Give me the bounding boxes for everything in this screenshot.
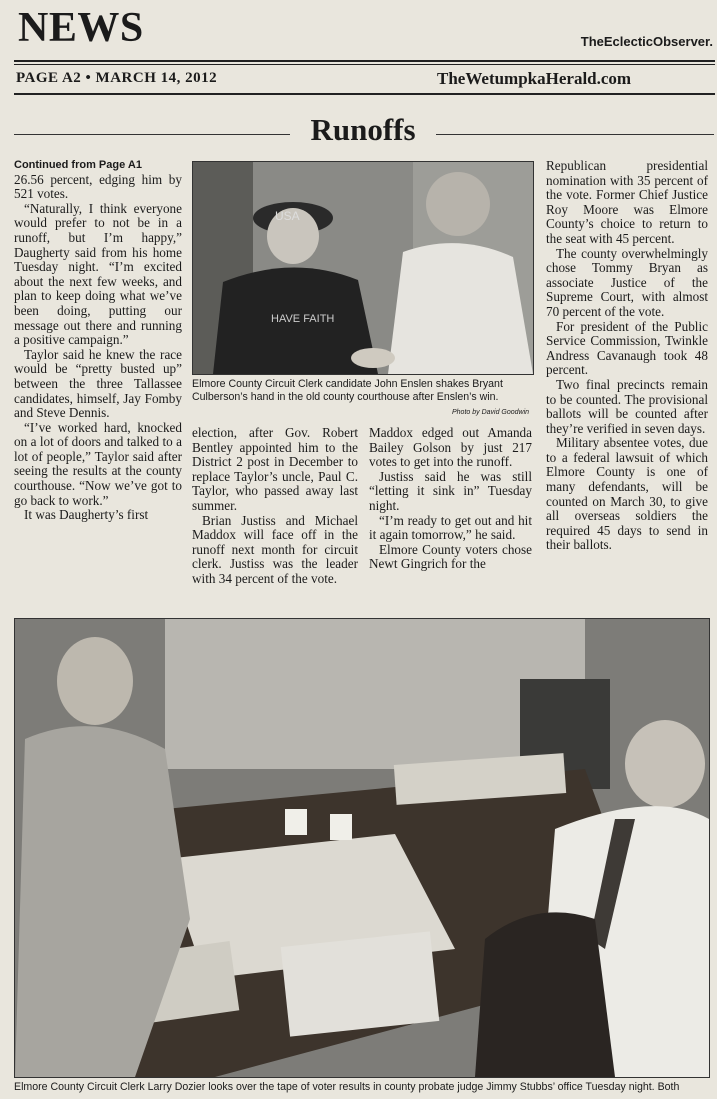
site-top-link: TheEclecticObserver. [580, 34, 713, 49]
headline: Runoffs [310, 112, 416, 147]
headline-rule-right [436, 134, 714, 135]
masthead-rule-bottom [14, 93, 715, 95]
article-column-2 [192, 426, 358, 587]
vote-tape-photo [14, 618, 710, 1078]
paragraph: Justiss said he was still “letting it sink in” Tuesday night. [369, 468, 532, 513]
masthead-rule-thin [14, 64, 715, 65]
paragraph: election, after Gov. Robert Bentley appointed him to the District 2 post in December to replace Taylor’s uncle, Paul C. Taylor, who passed away last summer. [192, 425, 358, 513]
vote-tape-photo-image [15, 619, 709, 1077]
paragraph: Republican presidential nomination with 35 percent of the vote. Former Chief Justice Roy Moore was Elmore County’s choice to return to the seat with 45 percent. [546, 158, 708, 246]
paragraph: “Naturally, I think everyone would prefer to not be in a runoff, but I’m happy,” Daugherty said from his home Tuesday night. “I’m excited about the next few weeks, and plan to keep doing what we’ve been doing, putting our message out there and running a positive campaign.” [14, 200, 182, 348]
continued-label: Continued from Page A1 [14, 159, 142, 171]
paragraph: Elmore County voters chose Newt Gingrich for the [369, 541, 532, 572]
paragraph: “I’m ready to get out and hit it again tomorrow,” he said. [369, 512, 532, 543]
article-column-3 [369, 426, 532, 572]
paragraph: “I’ve worked hard, knocked on a lot of doors and talked to a lot of people,” Taylor said after seeing the results at the county courthouse. “Now we’ve got to go back to work.” [14, 419, 182, 508]
paragraph: Military absentee votes, due to a federal lawsuit of which Elmore County is one of many defendants, will be counted on March 30, to give all overseas soldiers the required 45 days to send in their ballots. [546, 435, 708, 553]
paragraph: Maddox edged out Amanda Bailey Golson by just 217 votes to get into the runoff. [369, 425, 532, 470]
handshake-photo [192, 161, 534, 375]
photo1-credit: Photo by David Goodwin [452, 409, 530, 416]
paragraph: Two final precincts remain to be counted. The provisional ballots will be counted after they’re verified in seven days. [546, 376, 708, 436]
paragraph: The county overwhelmingly chose Tommy Bryan as associate Justice of the Supreme Court, with almost 70 percent of the vote. [546, 245, 708, 319]
paragraph: For president of the Public Service Commission, Twinkle Andress Cavanaugh took 48 percent. [546, 318, 708, 378]
site-link: TheWetumpkaHerald.com [437, 69, 632, 88]
paragraph: Taylor said he knew the race would be “pretty busted up” between the three Tallassee candidates, himself, Jay Fomby and Steve Dennis. [14, 346, 182, 421]
paragraph: 26.56 percent, edging him by 521 votes. [14, 171, 182, 202]
shirt-text: HAVE FAITH [271, 313, 335, 325]
paragraph: It was Daugherty’s first [24, 507, 149, 523]
masthead-rule-top [14, 60, 715, 62]
headline-rule-left [14, 134, 290, 135]
article-column-1 [14, 158, 182, 523]
cap-text: USA [275, 209, 300, 223]
paragraph: Brian Justiss and Michael Maddox will face off in the runoff next month for circuit clerk. Justiss was the leader with 34 percent of the vote. [192, 512, 358, 586]
photo1-caption: Elmore County Circuit Clerk candidate John Enslen shakes Bryant Culberson’s hand in the old county courthouse after Enslen’s win. [192, 378, 503, 403]
photo2-caption: Elmore County Circuit Clerk Larry Dozier looks over the tape of voter results in county probate judge Jimmy Stubbs’ office Tuesday night. Both [14, 1081, 680, 1093]
handshake-photo-image [193, 162, 533, 374]
article-column-4 [546, 159, 708, 553]
section-name: NEWS [18, 5, 144, 51]
page-date: PAGE A2 • MARCH 14, 2012 [16, 70, 218, 86]
